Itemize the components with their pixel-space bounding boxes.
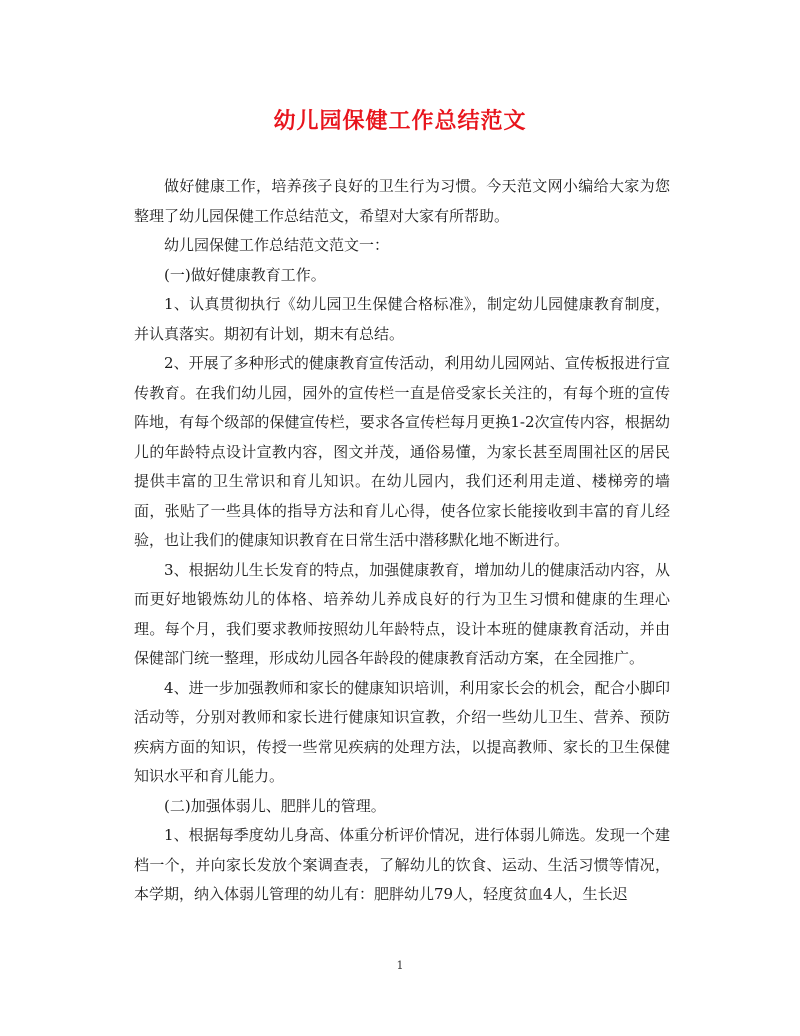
- paragraph-item-4: 4、进一步加强教师和家长的健康知识培训，利用家长会的机会，配合小脚印活动等，分别对教师和家长进行健康知识宣教，介绍一些幼儿卫生、营养、预防疾病方面的知识，传授一些常见疾病的处理方法，以提高教师、家长的卫生保健知识水平和育儿能力。: [134, 678, 670, 785]
- page-number: 1: [396, 959, 404, 972]
- paragraph-subheading-2: (二)加强体弱儿、肥胖儿的管理。: [164, 796, 386, 815]
- document-title: 幼儿园保健工作总结范文: [273, 108, 527, 134]
- paragraph-item-2: 2、开展了多种形式的健康教育宣传活动，利用幼儿园网站、宣传板报进行宣传教育。在我们幼儿园，园外的宣传栏一直是倍受家长关注的，有每个班的宣传阵地，有每个级部的保健宣传栏，要求各宣传栏每月更换1-2次宣传内容，根据幼儿的年龄特点设计宣教内容，图文并茂，通俗易懂，为家长甚至周围社区的居民提供丰富的卫生常识和育儿知识。在幼儿园内，我们还利用走道、楼梯旁的墙面，张贴了一些具体的指导方法和育儿心得，使各位家长能接收到丰富的育儿经验，也让我们的健康知识教育在日常生活中潜移默化地不断进行。: [134, 354, 670, 549]
- paragraph-intro: 做好健康工作，培养孩子良好的卫生行为习惯。今天范文网小编给大家为您整理了幼儿园保健工作总结范文，希望对大家有所帮助。: [134, 177, 670, 225]
- paragraph-item-3: 3、根据幼儿生长发育的特点，加强健康教育，增加幼儿的健康活动内容，从而更好地锻炼幼儿的体格、培养幼儿养成良好的行为卫生习惯和健康的生理心理。每个月，我们要求教师按照幼儿年龄特点，设计本班的健康教育活动，并由保健部门统一整理，形成幼儿园各年龄段的健康教育活动方案，在全园推广。: [134, 560, 670, 667]
- document-body: [134, 172, 670, 910]
- paragraph-item-1: 1、认真贯彻执行《幼儿园卫生保健合格标准》，制定幼儿园健康教育制度，并认真落实。期初有计划，期末有总结。: [134, 295, 670, 343]
- paragraph-item-5: 1、根据每季度幼儿身高、体重分析评价情况，进行体弱儿筛选。发现一个建档一个，并向家长发放个案调查表，了解幼儿的饮食、运动、生活习惯等情况，本学期，纳入体弱儿管理的幼儿有：肥胖幼儿79人，轻度贫血4人，生长迟: [134, 826, 670, 903]
- paragraph-subheading-1: (一)做好健康教育工作。: [164, 265, 326, 284]
- paragraph-section-heading: 幼儿园保健工作总结范文范文一：: [164, 236, 390, 254]
